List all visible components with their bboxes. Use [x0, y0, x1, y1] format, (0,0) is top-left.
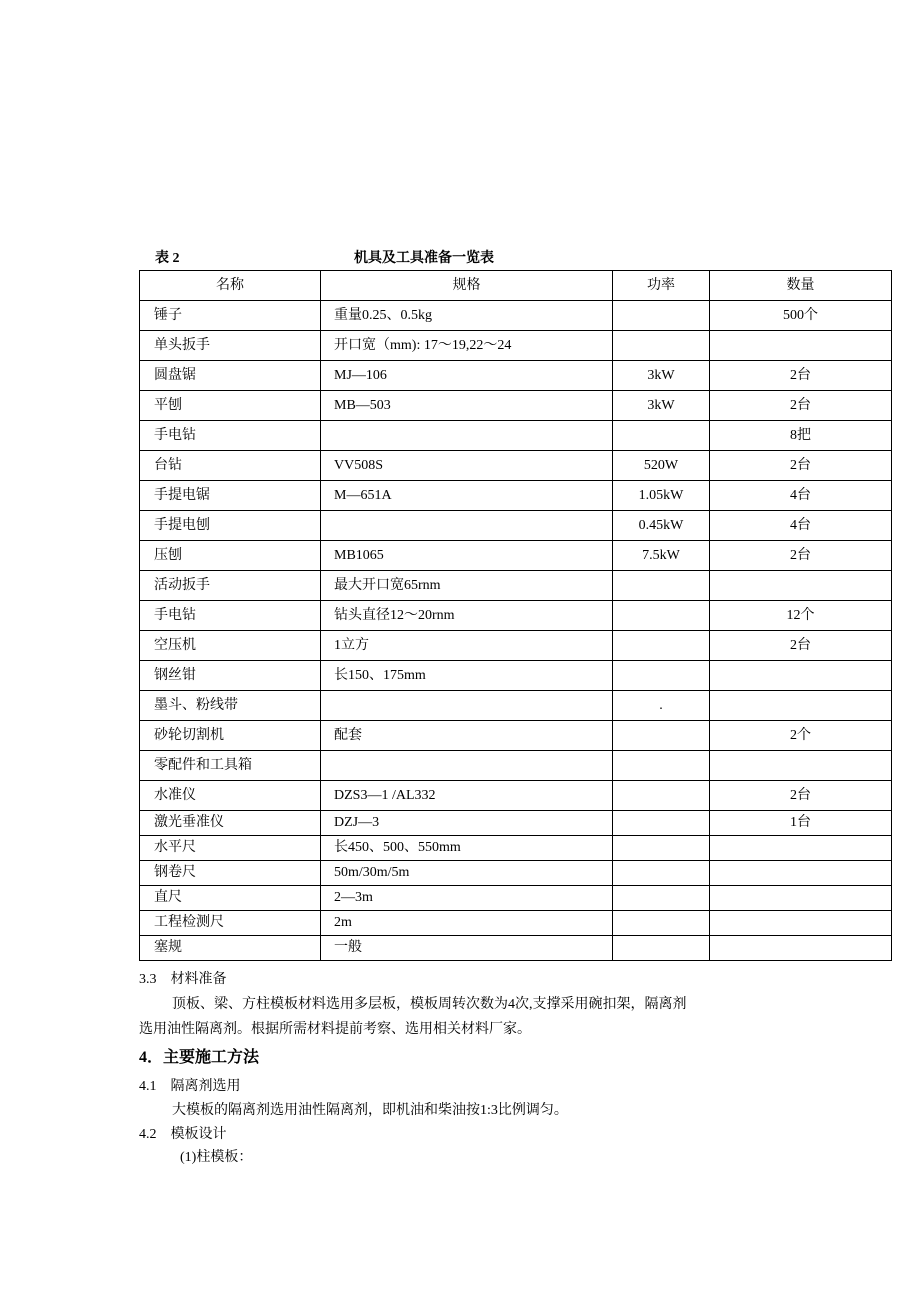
- cell-power: [613, 631, 710, 661]
- section-4-2-item: (1)柱模板：: [180, 1150, 253, 1165]
- cell-quantity: 1台: [710, 811, 892, 836]
- table-header-row: [140, 271, 892, 301]
- cell-spec: 开口宽（mm): 17～19,22～24: [321, 331, 613, 361]
- cell-spec: 重量0.25、0.5kg: [321, 301, 613, 331]
- cell-quantity: [710, 886, 892, 911]
- cell-spec: MJ—106: [321, 361, 613, 391]
- cell-power: [613, 661, 710, 691]
- cell-power: [613, 301, 710, 331]
- cell-spec: MB—503: [321, 391, 613, 421]
- table-row: [140, 301, 892, 331]
- cell-spec: 配套: [321, 721, 613, 751]
- section-3-3-line-2: 选用油性隔离剂。根据所需材料提前考察、选用相关材料厂家。: [139, 1022, 531, 1037]
- cell-name: 塞规: [140, 936, 321, 961]
- table-row: [140, 781, 892, 811]
- cell-quantity: [710, 751, 892, 781]
- cell-quantity: 500个: [710, 301, 892, 331]
- cell-name: 水准仪: [140, 781, 321, 811]
- table-row: [140, 691, 892, 721]
- table-row: [140, 451, 892, 481]
- table-row: [140, 511, 892, 541]
- cell-spec: 钻头直径12～20rnm: [321, 601, 613, 631]
- cell-name: 圆盘锯: [140, 361, 321, 391]
- table-row: [140, 751, 892, 781]
- cell-quantity: 4台: [710, 511, 892, 541]
- cell-quantity: 2台: [710, 361, 892, 391]
- section-4-heading: 4．主要施工方法: [139, 1049, 260, 1066]
- table-row: [140, 601, 892, 631]
- cell-power: [613, 721, 710, 751]
- cell-quantity: [710, 331, 892, 361]
- table-row: [140, 721, 892, 751]
- cell-quantity: 2个: [710, 721, 892, 751]
- cell-power: 3kW: [613, 391, 710, 421]
- cell-power: 7.5kW: [613, 541, 710, 571]
- cell-spec: DZS3—1 /AL332: [321, 781, 613, 811]
- cell-power: [613, 421, 710, 451]
- cell-quantity: [710, 861, 892, 886]
- cell-name: 压刨: [140, 541, 321, 571]
- cell-spec: 1立方: [321, 631, 613, 661]
- cell-spec: DZJ—3: [321, 811, 613, 836]
- table-row: [140, 836, 892, 861]
- tools-table: [139, 270, 892, 961]
- table-row: [140, 331, 892, 361]
- cell-name: 活动扳手: [140, 571, 321, 601]
- cell-spec: MB1065: [321, 541, 613, 571]
- cell-quantity: [710, 691, 892, 721]
- cell-name: 锤子: [140, 301, 321, 331]
- cell-power: [613, 781, 710, 811]
- section-3-3-title: 3.3 材料准备: [139, 972, 227, 987]
- header-name: 名称: [140, 271, 321, 301]
- cell-power: [613, 836, 710, 861]
- cell-spec: [321, 691, 613, 721]
- cell-power: [613, 861, 710, 886]
- table-row: [140, 911, 892, 936]
- cell-quantity: [710, 661, 892, 691]
- table-number: 表 2: [155, 251, 180, 266]
- cell-power: 0.45kW: [613, 511, 710, 541]
- cell-name: 钢卷尺: [140, 861, 321, 886]
- cell-name: 激光垂准仪: [140, 811, 321, 836]
- header-power: 功率: [613, 271, 710, 301]
- cell-name: 空压机: [140, 631, 321, 661]
- table-row: [140, 571, 892, 601]
- cell-power: .: [613, 691, 710, 721]
- cell-name: 钢丝钳: [140, 661, 321, 691]
- cell-quantity: 2台: [710, 631, 892, 661]
- cell-quantity: 2台: [710, 391, 892, 421]
- cell-spec: 50m/30m/5m: [321, 861, 613, 886]
- table-row: [140, 811, 892, 836]
- cell-spec: 最大开口宽65rnm: [321, 571, 613, 601]
- cell-power: [613, 331, 710, 361]
- section-4-1-text: 大模板的隔离剂选用油性隔离剂，即机油和柴油按1:3比例调匀。: [172, 1103, 568, 1118]
- cell-quantity: [710, 911, 892, 936]
- cell-name: 手电钻: [140, 421, 321, 451]
- cell-power: 3kW: [613, 361, 710, 391]
- cell-name: 砂轮切割机: [140, 721, 321, 751]
- table-row: [140, 861, 892, 886]
- cell-power: [613, 601, 710, 631]
- section-4-1-title: 4.1 隔离剂选用: [139, 1079, 241, 1094]
- cell-name: 单头扳手: [140, 331, 321, 361]
- table-row: [140, 391, 892, 421]
- cell-power: 520W: [613, 451, 710, 481]
- table-row: [140, 541, 892, 571]
- cell-spec: 2—3m: [321, 886, 613, 911]
- cell-power: [613, 911, 710, 936]
- cell-spec: M—651A: [321, 481, 613, 511]
- cell-name: 手电钻: [140, 601, 321, 631]
- cell-name: 零配件和工具箱: [140, 751, 321, 781]
- table-row: [140, 421, 892, 451]
- cell-quantity: [710, 936, 892, 961]
- cell-power: 1.05kW: [613, 481, 710, 511]
- cell-spec: [321, 421, 613, 451]
- cell-power: [613, 571, 710, 601]
- cell-quantity: 4台: [710, 481, 892, 511]
- cell-spec: 长450、500、550mm: [321, 836, 613, 861]
- cell-name: 台钻: [140, 451, 321, 481]
- table-row: [140, 361, 892, 391]
- cell-name: 手提电刨: [140, 511, 321, 541]
- cell-spec: 2m: [321, 911, 613, 936]
- cell-name: 工程检测尺: [140, 911, 321, 936]
- cell-spec: [321, 511, 613, 541]
- section-3-3-line-1: 顶板、梁、方柱模板材料选用多层板，模板周转次数为4次,支撑采用碗扣架，隔离剂: [172, 997, 687, 1012]
- cell-quantity: [710, 836, 892, 861]
- table-row: [140, 886, 892, 911]
- cell-name: 直尺: [140, 886, 321, 911]
- cell-spec: VV508S: [321, 451, 613, 481]
- cell-quantity: 12个: [710, 601, 892, 631]
- cell-quantity: 2台: [710, 451, 892, 481]
- cell-name: 平刨: [140, 391, 321, 421]
- cell-name: 墨斗、粉线带: [140, 691, 321, 721]
- table-title: 机具及工具准备一览表: [354, 251, 494, 266]
- cell-power: [613, 936, 710, 961]
- cell-spec: 一般: [321, 936, 613, 961]
- cell-spec: [321, 751, 613, 781]
- cell-name: 水平尺: [140, 836, 321, 861]
- table-caption: [155, 247, 675, 267]
- header-spec: 规格: [321, 271, 613, 301]
- cell-power: [613, 886, 710, 911]
- cell-quantity: [710, 571, 892, 601]
- table-row: [140, 661, 892, 691]
- cell-quantity: 2台: [710, 541, 892, 571]
- cell-quantity: 2台: [710, 781, 892, 811]
- table-row: [140, 481, 892, 511]
- section-4-2-title: 4.2 模板设计: [139, 1127, 227, 1142]
- cell-power: [613, 811, 710, 836]
- table-row: [140, 631, 892, 661]
- cell-quantity: 8把: [710, 421, 892, 451]
- cell-power: [613, 751, 710, 781]
- table-row: [140, 936, 892, 961]
- header-quantity: 数量: [710, 271, 892, 301]
- cell-name: 手提电锯: [140, 481, 321, 511]
- cell-spec: 长150、175mm: [321, 661, 613, 691]
